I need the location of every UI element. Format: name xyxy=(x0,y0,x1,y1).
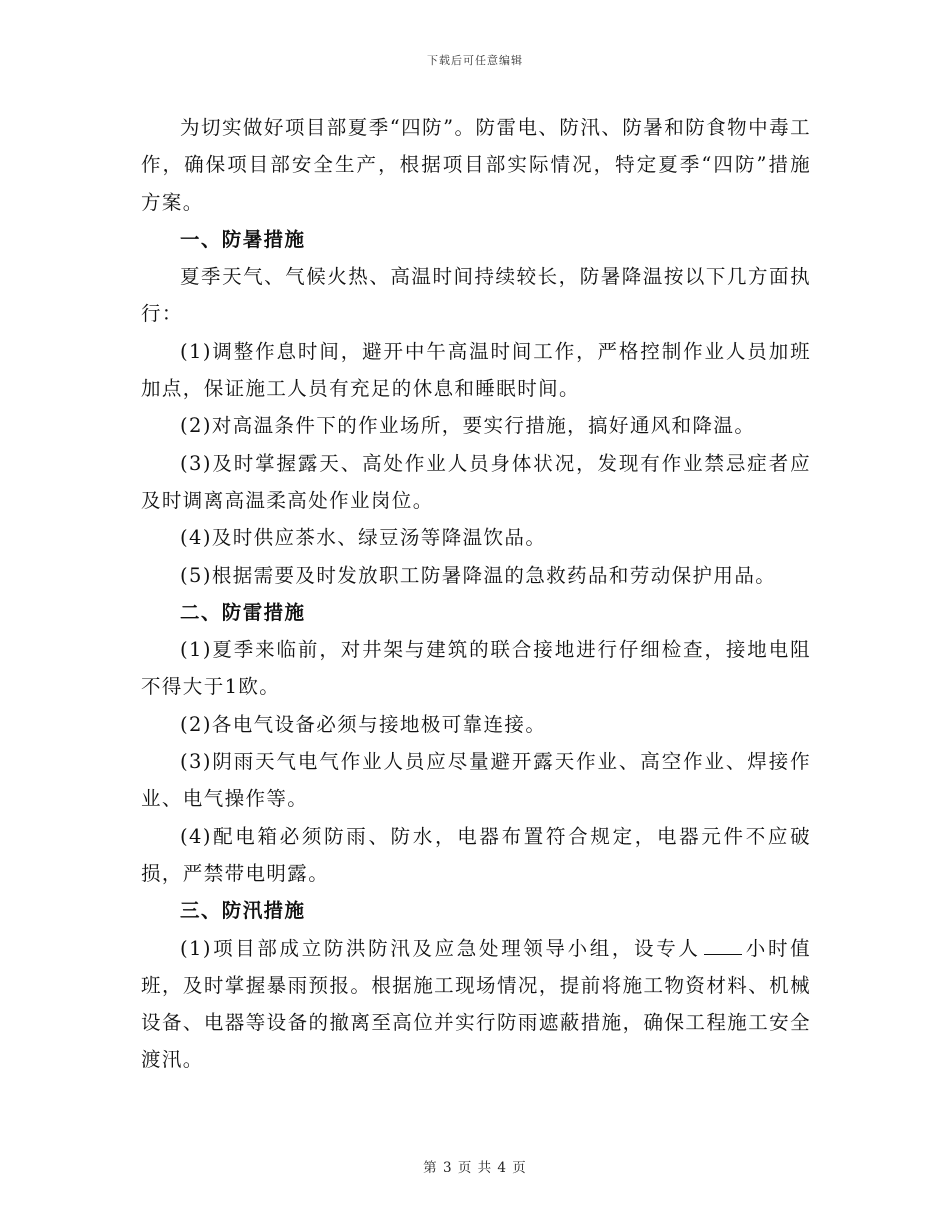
heatstroke-item-1: (1)调整作息时间，避开中午高温时间工作，严格控制作业人员加班加点，保证施工人员有充足的休息和睡眠时间。 xyxy=(141,339,811,401)
lightning-item-4: (4)配电箱必须防雨、防水，电器布置符合规定，电器元件不应破损，严禁带电明露。 xyxy=(141,824,811,885)
section-heading-flood: 三、防汛措施 xyxy=(180,899,306,923)
section-heading-lightning: 二、防雷措施 xyxy=(180,600,306,624)
section-heading-heatstroke: 一、防暑措施 xyxy=(180,227,306,251)
heatstroke-item-3: (3)及时掌握露天、高处作业人员身体状况，发现有作业禁忌症者应及时调离高温柔高处作业岗位。 xyxy=(141,451,811,512)
heatstroke-lead-paragraph: 夏季天气、气候火热、高温时间持续较长，防暑降温按以下几方面执行： xyxy=(141,265,811,326)
lightning-item-2: (2)各电气设备必须与接地极可靠连接。 xyxy=(180,712,547,736)
fill-in-blank xyxy=(704,936,742,955)
page-footer: 第 3 页 共 4 页 xyxy=(423,1160,527,1176)
document-body xyxy=(141,109,811,1079)
lightning-item-1: (1)夏季来临前，对井架与建筑的联合接地进行仔细检查，接地电阻不得大于1欧。 xyxy=(141,638,811,699)
intro-paragraph: 为切实做好项目部夏季“四防”。防雷电、防汛、防暑和防食物中毒工作，确保项目部安全生产，根据项目部实际情况，特定夏季“四防”措施方案。 xyxy=(141,116,811,214)
flood-item-1-text-before: (1)项目部成立防洪防汛及应急处理领导小组，设专人 xyxy=(180,936,701,960)
heatstroke-item-2: (2)对高温条件下的作业场所，要实行措施，搞好通风和降温。 xyxy=(180,414,756,438)
lightning-item-3: (3)阴雨天气电气作业人员应尽量避开露天作业、高空作业、焊接作业、电气操作等。 xyxy=(141,750,811,811)
page-header: 下载后可任意编辑 xyxy=(427,54,523,67)
flood-item-1 xyxy=(141,930,811,1079)
heatstroke-item-4: (4)及时供应茶水、绿豆汤等降温饮品。 xyxy=(180,526,547,550)
heatstroke-item-5: (5)根据需要及时发放职工防暑降温的急救药品和劳动保护用品。 xyxy=(180,563,777,587)
flood-item-1-text-after: 小时值班，及时掌握暴雨预报。根据施工现场情况，提前将施工物资材料、机械设备、电器等设备的撤离至高位并实行防雨遮蔽措施，确保工程施工安全渡汛。 xyxy=(141,936,812,1072)
